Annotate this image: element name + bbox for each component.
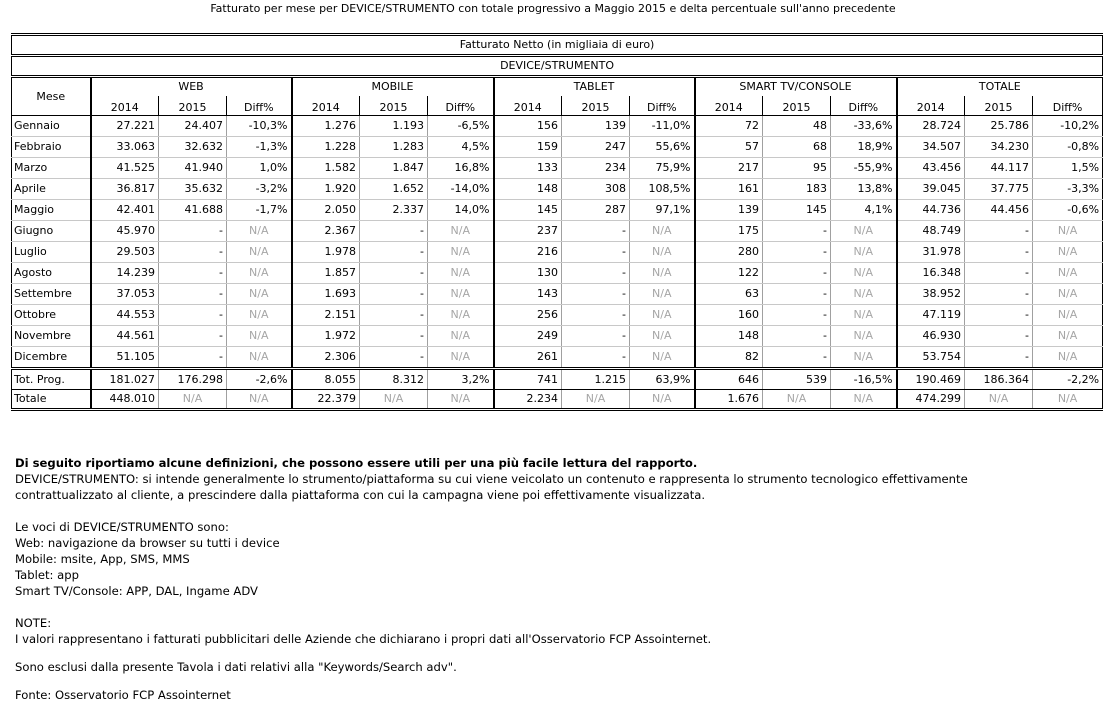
table-cell: N/A [1033,305,1103,326]
table-cell: 4,5% [428,137,494,158]
table-cell: N/A [630,305,695,326]
table-cell: N/A [1033,263,1103,284]
table-cell: N/A [227,221,292,242]
table-cell: 217 [695,158,763,179]
table-cell: - [159,221,227,242]
table-cell: N/A [763,390,831,410]
table-cell: 16,8% [428,158,494,179]
table-cell: -10,2% [1033,116,1103,137]
table-cell: - [159,347,227,369]
group-header-web: WEB [91,77,292,97]
table-cell: 108,5% [630,179,695,200]
table-cell: 1.693 [292,284,360,305]
table-cell: 148 [695,326,763,347]
table-cell: N/A [630,326,695,347]
table-cell: N/A [1033,326,1103,347]
group-header-totale: TOTALE [897,77,1103,97]
note-label: NOTE: [15,616,52,630]
table-row [12,179,1103,200]
table-cell: 95 [763,158,831,179]
table-cell: - [159,326,227,347]
table-cell: N/A [227,263,292,284]
table-cell: 1.972 [292,326,360,347]
table-cell: 37.775 [965,179,1033,200]
table-cell: 156 [494,116,562,137]
table-cell: 44.456 [965,200,1033,221]
table-cell: 13,8% [831,179,897,200]
subheader-smarttv-diff: Diff% [831,96,897,116]
table-cell: -11,0% [630,116,695,137]
row-label: Maggio [12,200,91,221]
table-cell: N/A [1033,390,1103,410]
table-cell: 63,9% [630,369,695,390]
row-label: Totale [12,390,91,410]
table-cell: N/A [428,305,494,326]
table-cell: 1.582 [292,158,360,179]
definition-line-1: DEVICE/STRUMENTO: si intende generalmente lo strumento/piattaforma su cui viene veicolato un contenuto e rappresenta lo strumento tecnologico effettivamente [15,472,968,486]
table-cell: - [562,347,630,369]
table-cell: N/A [360,390,428,410]
table-cell: N/A [428,242,494,263]
table-cell: 4,1% [831,200,897,221]
table-cell: 148 [494,179,562,200]
row-label: Settembre [12,284,91,305]
subheader-smarttv-2014: 2014 [695,96,763,116]
table-cell: 1.652 [360,179,428,200]
table-cell: 1.193 [360,116,428,137]
table-cell: - [562,221,630,242]
table-cell: N/A [831,305,897,326]
table-row [12,263,1103,284]
table-cell: - [965,326,1033,347]
notes-section [15,455,1095,703]
table-cell: 1.676 [695,390,763,410]
table-cell: N/A [630,242,695,263]
table-cell: -16,5% [831,369,897,390]
table-cell: 280 [695,242,763,263]
table-cell: 3,2% [428,369,494,390]
table-cell: N/A [630,347,695,369]
table-cell: 159 [494,137,562,158]
table-cell: 122 [695,263,763,284]
table-row [12,221,1103,242]
table-cell: 130 [494,263,562,284]
table-cell: 183 [763,179,831,200]
table-cell: 234 [562,158,630,179]
note-line-1: I valori rappresentano i fatturati pubblicitari delle Aziende che dichiarano i propri dati all'Osservatorio FCP Assointernet. [15,632,712,646]
table-cell: 237 [494,221,562,242]
table-cell: - [360,326,428,347]
table-cell: - [159,305,227,326]
table-cell: N/A [831,221,897,242]
table-row [12,305,1103,326]
table-cell: - [562,305,630,326]
table-cell: N/A [428,326,494,347]
table-cell: 143 [494,284,562,305]
table-row [12,200,1103,221]
table-cell: N/A [1033,347,1103,369]
table-cell: 186.364 [965,369,1033,390]
table-cell: - [360,242,428,263]
table-cell: 43.456 [897,158,965,179]
table-cell: 27.221 [91,116,159,137]
table-cell: 63 [695,284,763,305]
table-cell: -2,2% [1033,369,1103,390]
table-cell: 160 [695,305,763,326]
table-cell: 308 [562,179,630,200]
row-label: Ottobre [12,305,91,326]
note-line-2: Sono esclusi dalla presente Tavola i dati relativi alla "Keywords/Search adv". [15,660,457,674]
table-cell: N/A [1033,221,1103,242]
table-cell: 1,0% [227,158,292,179]
table-cell: 1.920 [292,179,360,200]
table-cell: 287 [562,200,630,221]
table-cell: - [965,242,1033,263]
table-cell: N/A [831,284,897,305]
table-cell: - [965,284,1033,305]
row-label: Marzo [12,158,91,179]
table-cell: 176.298 [159,369,227,390]
table-cell: 46.930 [897,326,965,347]
table-cell: N/A [831,390,897,410]
table-cell: - [763,347,831,369]
table-cell: N/A [831,263,897,284]
table-cell: 139 [695,200,763,221]
table-cell: 216 [494,242,562,263]
table-cell: 34.507 [897,137,965,158]
table-cell: 646 [695,369,763,390]
table-cell: 44.736 [897,200,965,221]
subheader-mobile-2014: 2014 [292,96,360,116]
table-cell: 741 [494,369,562,390]
table-cell: 44.117 [965,158,1033,179]
table-cell: - [360,347,428,369]
table-cell: N/A [159,390,227,410]
table-cell: N/A [428,347,494,369]
table-cell: 145 [494,200,562,221]
table-cell: 256 [494,305,562,326]
table-cell: 82 [695,347,763,369]
notes-intro: Di seguito riportiamo alcune definizioni, che possono essere utili per una più facile lettura del rapporto. [15,456,698,470]
table-cell: 2.151 [292,305,360,326]
table-cell: 145 [763,200,831,221]
table-cell: N/A [831,347,897,369]
table-cell: 97,1% [630,200,695,221]
table-cell: 35.632 [159,179,227,200]
table-cell: N/A [562,390,630,410]
table-cell: - [763,305,831,326]
table-cell: - [763,263,831,284]
table-row-totale [12,390,1103,410]
table-cell: N/A [630,390,695,410]
table-cell: - [965,221,1033,242]
table-cell: 28.724 [897,116,965,137]
table-cell: 181.027 [91,369,159,390]
table-cell: 448.010 [91,390,159,410]
table-cell: 1.215 [562,369,630,390]
table-cell: 33.063 [91,137,159,158]
table-row-tot-prog [12,369,1103,390]
voce-smarttv: Smart TV/Console: APP, DAL, Ingame ADV [15,584,258,598]
table-cell: 44.561 [91,326,159,347]
table-cell: N/A [227,347,292,369]
table-cell: 1.276 [292,116,360,137]
table-cell: 41.525 [91,158,159,179]
table-cell: 2.337 [360,200,428,221]
group-header-mobile: MOBILE [292,77,494,97]
subheader-smarttv-2015: 2015 [763,96,831,116]
table-cell: N/A [965,390,1033,410]
subheader-totale-diff: Diff% [1033,96,1103,116]
row-label: Giugno [12,221,91,242]
table-cell: N/A [428,221,494,242]
table-cell: - [763,284,831,305]
table-cell: - [965,263,1033,284]
table-cell: 47.119 [897,305,965,326]
table-cell: - [159,284,227,305]
table-cell: -1,7% [227,200,292,221]
voce-mobile: Mobile: msite, App, SMS, MMS [15,552,190,566]
table-cell: 1.857 [292,263,360,284]
row-label: Gennaio [12,116,91,137]
table-cell: 34.230 [965,137,1033,158]
table-cell: -10,3% [227,116,292,137]
table-row [12,326,1103,347]
table-cell: 1.978 [292,242,360,263]
table-cell: - [965,347,1033,369]
table-cell: 539 [763,369,831,390]
table-cell: 24.407 [159,116,227,137]
table-cell: - [159,263,227,284]
row-label: Novembre [12,326,91,347]
table-cell: 18,9% [831,137,897,158]
table-cell: 48.749 [897,221,965,242]
table-row [12,116,1103,137]
table-cell: - [562,284,630,305]
table-cell: 51.105 [91,347,159,369]
table-cell: N/A [630,221,695,242]
table-cell: 2.367 [292,221,360,242]
table-cell: - [763,221,831,242]
table-cell: - [965,305,1033,326]
table-cell: 22.379 [292,390,360,410]
table-cell: 31.978 [897,242,965,263]
report-title: Fatturato per mese per DEVICE/STRUMENTO con totale progressivo a Maggio 2015 e delta percentuale sull'anno precedente [210,2,896,15]
table-cell: 55,6% [630,137,695,158]
table-cell: N/A [630,284,695,305]
row-label: Luglio [12,242,91,263]
table-cell: N/A [630,263,695,284]
table-cell: 72 [695,116,763,137]
table-cell: 1,5% [1033,158,1103,179]
table-cell: 1.228 [292,137,360,158]
table-cell: 25.786 [965,116,1033,137]
table-cell: 32.632 [159,137,227,158]
table-cell: N/A [831,326,897,347]
table-row [12,137,1103,158]
group-header-smarttv: SMART TV/CONSOLE [695,77,897,97]
row-label: Agosto [12,263,91,284]
table-row [12,158,1103,179]
table-cell: N/A [227,390,292,410]
table-cell: - [763,242,831,263]
subheader-totale-2014: 2014 [897,96,965,116]
table-cell: 261 [494,347,562,369]
table-cell: - [360,305,428,326]
table-cell: 2.306 [292,347,360,369]
table-cell: 41.940 [159,158,227,179]
row-label: Tot. Prog. [12,369,91,390]
table-cell: 38.952 [897,284,965,305]
table-cell: 161 [695,179,763,200]
row-label: Febbraio [12,137,91,158]
table-cell: N/A [227,242,292,263]
table-cell: -3,2% [227,179,292,200]
table-cell: 139 [562,116,630,137]
table-cell: 53.754 [897,347,965,369]
group-header-tablet: TABLET [494,77,695,97]
table-cell: -1,3% [227,137,292,158]
subheader-tablet-2014: 2014 [494,96,562,116]
subheader-web-2014: 2014 [91,96,159,116]
subheader-mobile-diff: Diff% [428,96,494,116]
table-cell: - [562,263,630,284]
table-cell: 29.503 [91,242,159,263]
table-cell: 249 [494,326,562,347]
table-cell: N/A [428,284,494,305]
subheader-tablet-diff: Diff% [630,96,695,116]
table-cell: 14.239 [91,263,159,284]
table-row [12,242,1103,263]
table-cell: 2.050 [292,200,360,221]
row-label: Aprile [12,179,91,200]
table-cell: -2,6% [227,369,292,390]
header-main: Fatturato Netto (in migliaia di euro) [12,35,1103,56]
table-cell: 8.055 [292,369,360,390]
table-cell: N/A [428,263,494,284]
table-cell: - [360,221,428,242]
table-cell: 8.312 [360,369,428,390]
table-cell: 68 [763,137,831,158]
header-device: DEVICE/STRUMENTO [12,56,1103,77]
table-cell: 41.688 [159,200,227,221]
table-cell: N/A [227,284,292,305]
row-label: Dicembre [12,347,91,369]
voce-web: Web: navigazione da browser su tutti i device [15,536,280,550]
table-cell: - [360,263,428,284]
table-cell: N/A [831,242,897,263]
table-cell: 45.970 [91,221,159,242]
table-cell: N/A [428,390,494,410]
table-cell: 175 [695,221,763,242]
table-cell: -3,3% [1033,179,1103,200]
subheader-mobile-2015: 2015 [360,96,428,116]
table-cell: - [360,284,428,305]
table-cell: - [159,242,227,263]
table-cell: -33,6% [831,116,897,137]
subheader-tablet-2015: 2015 [562,96,630,116]
table-cell: 48 [763,116,831,137]
table-cell: 42.401 [91,200,159,221]
table-cell: 57 [695,137,763,158]
table-cell: 39.045 [897,179,965,200]
table-row [12,284,1103,305]
table-cell: 44.553 [91,305,159,326]
table-cell: -55,9% [831,158,897,179]
table-cell: - [763,326,831,347]
table-cell: 190.469 [897,369,965,390]
table-cell: - [562,242,630,263]
subheader-totale-2015: 2015 [965,96,1033,116]
table-row [12,347,1103,369]
definition-line-2: contrattualizzato al cliente, a prescindere dalla piattaforma con cui la campagna viene poi effettivamente visualizzata. [15,488,706,502]
subheader-web-diff: Diff% [227,96,292,116]
table-cell: -0,8% [1033,137,1103,158]
table-cell: 1.283 [360,137,428,158]
table-cell: 2.234 [494,390,562,410]
table-cell: -14,0% [428,179,494,200]
table-cell: 247 [562,137,630,158]
table-cell: 75,9% [630,158,695,179]
voce-tablet: Tablet: app [15,568,79,582]
table-cell: N/A [227,326,292,347]
table-cell: 16.348 [897,263,965,284]
table-cell: 14,0% [428,200,494,221]
table-cell: - [562,326,630,347]
table-cell: 37.053 [91,284,159,305]
table-cell: 36.817 [91,179,159,200]
table-cell: -0,6% [1033,200,1103,221]
subheader-web-2015: 2015 [159,96,227,116]
table-cell: 1.847 [360,158,428,179]
table-cell: N/A [1033,242,1103,263]
col-header-mese: Mese [12,77,91,116]
table-cell: -6,5% [428,116,494,137]
table-cell: 474.299 [897,390,965,410]
table-cell: N/A [1033,284,1103,305]
table-cell: 133 [494,158,562,179]
voci-heading: Le voci di DEVICE/STRUMENTO sono: [15,520,229,534]
revenue-table [11,33,1103,411]
source-line: Fonte: Osservatorio FCP Assointernet [15,688,231,702]
table-cell: N/A [227,305,292,326]
